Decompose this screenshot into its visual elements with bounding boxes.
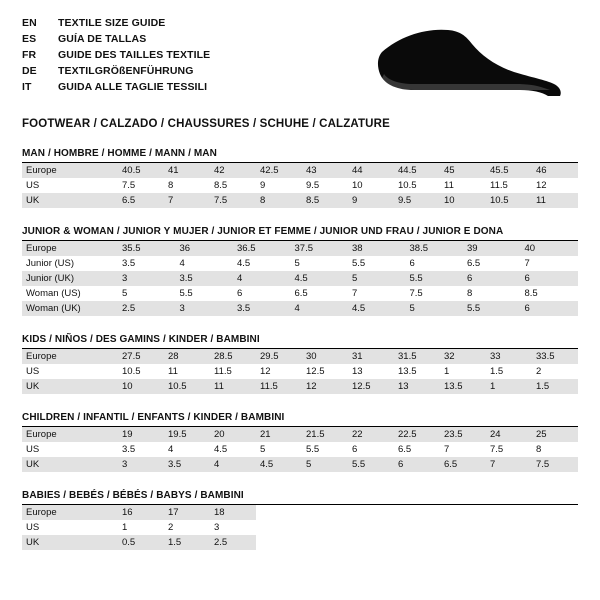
- table-row: [22, 271, 578, 286]
- section-title: BABIES / BEBÉS / BÉBÉS / BABYS / BAMBINI: [22, 490, 578, 505]
- table-row: [22, 442, 578, 457]
- row-label: UK: [22, 379, 118, 394]
- cell: 10: [118, 379, 164, 394]
- cell: 5: [406, 301, 464, 316]
- row-label: US: [26, 180, 40, 191]
- cell: 5: [302, 457, 348, 472]
- table-row: [22, 379, 578, 394]
- cell: 36.5: [233, 241, 291, 256]
- language-code: ES: [22, 32, 37, 45]
- cell: 10.5: [486, 193, 532, 208]
- cell: 12: [260, 366, 271, 377]
- cell: 5.5: [348, 457, 394, 472]
- cell: 38: [348, 241, 406, 256]
- row-label: US: [26, 366, 40, 377]
- section-babies: [22, 490, 578, 550]
- cell: 7.5: [210, 193, 256, 208]
- cell: 7.5: [409, 288, 423, 299]
- cell: 5: [122, 288, 128, 299]
- cell: 31: [348, 349, 394, 364]
- cell: 33.5: [532, 349, 578, 364]
- cell: 40.5: [118, 163, 164, 178]
- cell: 4: [179, 258, 185, 269]
- cell: 5.5: [406, 271, 464, 286]
- cell: 46: [532, 163, 578, 178]
- cell: 11.5: [214, 366, 232, 377]
- dress-shoe-icon: [374, 22, 564, 104]
- cell: 8: [256, 193, 302, 208]
- cell: 5: [294, 258, 300, 269]
- cell: 9.5: [306, 180, 320, 191]
- cell: 2.5: [118, 301, 176, 316]
- cell: 9: [348, 193, 394, 208]
- cell: 22: [348, 427, 394, 442]
- row-label: UK: [22, 457, 118, 472]
- row-label: UK: [22, 535, 118, 550]
- row-label: Europe: [22, 349, 118, 364]
- section-title: MAN / HOMBRE / HOMME / MANN / MAN: [22, 148, 578, 163]
- language-code: EN: [22, 17, 37, 29]
- cell: 7: [164, 193, 210, 208]
- row-label: US: [26, 522, 40, 533]
- cell: 3.5: [176, 271, 234, 286]
- cell: 6: [521, 271, 579, 286]
- cell: 3.5: [233, 301, 291, 316]
- cell: 11: [168, 366, 178, 377]
- row-label: US: [26, 444, 40, 455]
- language-row: [22, 80, 210, 96]
- table-row: [22, 535, 578, 550]
- cell: 7: [486, 457, 532, 472]
- row-label: Europe: [22, 427, 118, 442]
- language-title: GUIDE DES TAILLES TEXTILE: [58, 48, 211, 61]
- cell: 3.5: [164, 457, 210, 472]
- language-code: IT: [22, 80, 32, 93]
- cell: 25: [532, 427, 578, 442]
- cell: 1.5: [490, 366, 504, 377]
- cell: 7: [352, 288, 358, 299]
- cell: 8: [168, 180, 174, 191]
- cell: 21: [256, 427, 302, 442]
- language-title-list: [22, 16, 210, 96]
- cell: 13.5: [398, 366, 417, 377]
- cell: 40: [521, 241, 579, 256]
- cell: 31.5: [394, 349, 440, 364]
- cell: 19: [118, 427, 164, 442]
- size-table-babies: [22, 505, 578, 550]
- cell: 3: [118, 457, 164, 472]
- language-title: TEXTILE SIZE GUIDE: [58, 17, 166, 29]
- cell: 42: [210, 163, 256, 178]
- cell: 4.5: [214, 444, 228, 455]
- row-label: Europe: [22, 241, 118, 256]
- cell: 4.5: [348, 301, 406, 316]
- cell: 11: [210, 379, 256, 394]
- section-children: [22, 412, 578, 472]
- cell: 8.5: [214, 180, 228, 191]
- cell: 13: [394, 379, 440, 394]
- cell: 16: [118, 505, 164, 520]
- cell: 12: [536, 180, 547, 191]
- row-label: Woman (US): [26, 288, 81, 299]
- cell-empty: [256, 520, 578, 535]
- section-kids: [22, 334, 578, 394]
- cell: 6.5: [294, 288, 308, 299]
- cell: 10: [352, 180, 363, 191]
- cell: 2.5: [210, 535, 256, 550]
- cell: 7.5: [532, 457, 578, 472]
- cell: 18: [210, 505, 256, 520]
- cell: 1: [122, 522, 128, 533]
- cell: 12.5: [306, 366, 325, 377]
- cell: 3.5: [122, 444, 136, 455]
- cell: 29.5: [256, 349, 302, 364]
- cell: 13: [352, 366, 363, 377]
- cell: 4.5: [256, 457, 302, 472]
- cell: 6: [394, 457, 440, 472]
- cell: 45: [440, 163, 486, 178]
- cell: 8.5: [302, 193, 348, 208]
- table-row: [22, 457, 578, 472]
- cell: 4.5: [237, 258, 251, 269]
- cell: 21.5: [302, 427, 348, 442]
- table-row: [22, 241, 578, 256]
- cell: 4.5: [291, 271, 349, 286]
- cell: 9: [260, 180, 266, 191]
- cell: 22.5: [394, 427, 440, 442]
- cell: 44: [348, 163, 394, 178]
- cell: 27.5: [118, 349, 164, 364]
- cell: 2: [536, 366, 542, 377]
- section-junior-woman: [22, 226, 578, 316]
- cell: 42.5: [256, 163, 302, 178]
- cell: 5.5: [463, 301, 521, 316]
- cell: 7.5: [490, 444, 504, 455]
- size-table-man: [22, 163, 578, 208]
- cell: 13.5: [440, 379, 486, 394]
- cell: 10.5: [122, 366, 141, 377]
- language-row: [22, 16, 210, 32]
- cell: 12: [302, 379, 348, 394]
- cell: 6: [237, 288, 243, 299]
- cell: 11: [532, 193, 578, 208]
- cell: 4: [233, 271, 291, 286]
- size-table-junior-woman: [22, 241, 578, 316]
- cell: 4: [168, 444, 174, 455]
- row-label: Europe: [22, 505, 118, 520]
- cell: 1: [486, 379, 532, 394]
- section-title: CHILDREN / INFANTIL / ENFANTS / KINDER / BAMBINI: [22, 412, 578, 427]
- row-label: Junior (UK): [22, 271, 118, 286]
- cell: 44.5: [394, 163, 440, 178]
- language-title: TEXTILGRÖßENFÜHRUNG: [58, 64, 194, 77]
- cell: 28: [164, 349, 210, 364]
- cell: 8: [467, 288, 473, 299]
- cell: 6: [463, 271, 521, 286]
- cell: 6: [409, 258, 415, 269]
- size-table-kids: [22, 349, 578, 394]
- cell: 3: [214, 522, 220, 533]
- cell: 24: [486, 427, 532, 442]
- language-row: [22, 64, 210, 80]
- cell: 8: [536, 444, 542, 455]
- cell: 7: [524, 258, 530, 269]
- cell: 5.5: [306, 444, 320, 455]
- cell: 32: [440, 349, 486, 364]
- row-label: UK: [22, 193, 118, 208]
- cell: 10.5: [398, 180, 417, 191]
- table-row: [22, 427, 578, 442]
- cell: 6: [521, 301, 579, 316]
- cell: 11.5: [490, 180, 508, 191]
- cell: 10: [440, 193, 486, 208]
- cell: 17: [164, 505, 210, 520]
- table-row: [22, 193, 578, 208]
- cell: 3.5: [122, 258, 136, 269]
- cell: 6.5: [440, 457, 486, 472]
- cell: 6: [352, 444, 358, 455]
- cell: 23.5: [440, 427, 486, 442]
- language-row: [22, 48, 210, 64]
- cell: 1.5: [532, 379, 578, 394]
- language-row: [22, 32, 210, 48]
- table-row: [22, 364, 578, 379]
- cell: 6.5: [398, 444, 412, 455]
- cell: 36: [176, 241, 234, 256]
- table-row: [22, 163, 578, 178]
- table-row: [22, 256, 578, 271]
- table-row: [22, 301, 578, 316]
- cell: 1: [444, 366, 450, 377]
- cell: 6.5: [467, 258, 481, 269]
- row-label: Junior (US): [26, 258, 75, 269]
- table-row: [22, 520, 578, 535]
- cell: 4: [291, 301, 349, 316]
- cell: 33: [486, 349, 532, 364]
- cell: 11: [444, 180, 454, 191]
- cell: 4: [210, 457, 256, 472]
- cell: 30: [302, 349, 348, 364]
- cell: 38.5: [406, 241, 464, 256]
- cell: 41: [164, 163, 210, 178]
- cell: 8.5: [524, 288, 538, 299]
- cell: 11.5: [256, 379, 302, 394]
- row-label: Europe: [22, 163, 118, 178]
- section-man: [22, 148, 578, 208]
- cell: 5: [348, 271, 406, 286]
- cell: 5: [260, 444, 266, 455]
- language-code: DE: [22, 64, 37, 77]
- cell: 43: [302, 163, 348, 178]
- cell: 10.5: [164, 379, 210, 394]
- table-row: [22, 286, 578, 301]
- section-title: KIDS / NIÑOS / DES GAMINS / KINDER / BAMBINI: [22, 334, 578, 349]
- cell: 39: [463, 241, 521, 256]
- cell: 37.5: [291, 241, 349, 256]
- table-row: [22, 505, 578, 520]
- document-header: [22, 16, 578, 104]
- cell: 3: [118, 271, 176, 286]
- cell-empty: [256, 505, 578, 520]
- language-title: GUIDA ALLE TAGLIE TESSILI: [58, 80, 208, 93]
- table-row: [22, 349, 578, 364]
- page-title: FOOTWEAR / CALZADO / CHAUSSURES / SCHUHE / CALZATURE: [22, 118, 390, 130]
- cell: 1.5: [164, 535, 210, 550]
- cell-empty: [256, 535, 578, 550]
- table-row: [22, 178, 578, 193]
- cell: 28.5: [210, 349, 256, 364]
- cell: 6.5: [118, 193, 164, 208]
- cell: 5.5: [352, 258, 366, 269]
- cell: 12.5: [348, 379, 394, 394]
- language-code: FR: [22, 48, 37, 61]
- cell: 5.5: [179, 288, 193, 299]
- cell: 3: [176, 301, 234, 316]
- cell: 19.5: [164, 427, 210, 442]
- language-title: GUÍA DE TALLAS: [58, 32, 147, 45]
- size-table-children: [22, 427, 578, 472]
- cell: 20: [210, 427, 256, 442]
- cell: 0.5: [118, 535, 164, 550]
- cell: 7: [444, 444, 450, 455]
- section-title: JUNIOR & WOMAN / JUNIOR Y MUJER / JUNIOR ET FEMME / JUNIOR UND FRAU / JUNIOR E DONA: [22, 226, 578, 241]
- cell: 45.5: [486, 163, 532, 178]
- cell: 2: [168, 522, 174, 533]
- row-label: Woman (UK): [22, 301, 118, 316]
- cell: 7.5: [122, 180, 136, 191]
- cell: 9.5: [394, 193, 440, 208]
- cell: 35.5: [118, 241, 176, 256]
